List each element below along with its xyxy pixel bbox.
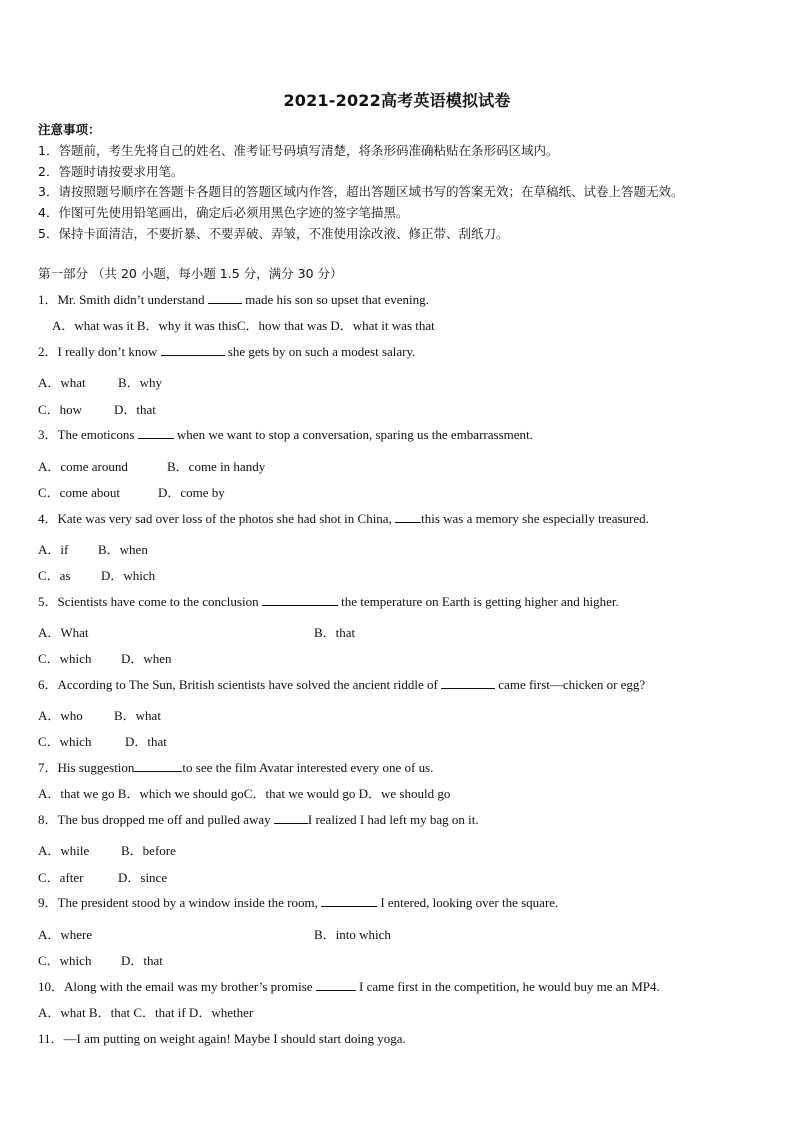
option-q2-c: C．how	[38, 402, 83, 417]
option-q3-c: C．come about	[38, 485, 120, 500]
option-q8-b: B．before	[121, 843, 176, 858]
question-1: 1．Mr. Smith didn’t understand made his son so upset that evening.	[38, 292, 429, 307]
answer-blank	[262, 594, 338, 606]
answer-blank	[321, 895, 377, 907]
option-q9-c: C．which	[38, 953, 92, 968]
option-q5-a: A．What	[38, 625, 89, 640]
answer-blank	[138, 427, 174, 439]
option-q4-b: B．when	[98, 542, 148, 557]
section-heading: 第一部分 （共 20 小题，每小题 1.5 分，满分 30 分）	[38, 266, 343, 281]
notice-heading: 注意事项：	[38, 122, 101, 137]
answer-blank	[134, 760, 182, 772]
question-2: 2．I really don’t know she gets by on such a modest salary.	[38, 344, 416, 359]
answer-blank	[395, 511, 421, 523]
answer-blank	[208, 292, 242, 304]
notice-item-4: 4．作图可先使用铅笔画出，确定后必须用黑色字迹的签字笔描黑。	[38, 205, 409, 220]
question-3: 3．The emoticons when we want to stop a conversation, sparing us the embarrassment.	[38, 427, 533, 442]
answer-blank	[161, 344, 225, 356]
question-5: 5．Scientists have come to the conclusion the temperature on Earth is getting higher and higher.	[38, 594, 619, 609]
question-4: 4．Kate was very sad over loss of the photos she had shot in China, this was a memory she especially treasured.	[38, 511, 649, 526]
option-q2-a: A．what	[38, 375, 86, 390]
option-q3-b: B．come in handy	[167, 459, 266, 474]
notice-item-3: 3．请按照题号顺序在答题卡各题目的答题区域内作答，超出答题区域书写的答案无效；在草稿纸、试卷上答题无效。	[38, 184, 684, 199]
option-q5-d: D．when	[121, 651, 172, 666]
option-q8-c: C．after	[38, 870, 84, 885]
notice-item-1: 1．答题前，考生先将自己的姓名、准考证号码填写清楚，将条形码准确粘贴在条形码区域内。	[38, 143, 559, 158]
option-q5-c: C．which	[38, 651, 92, 666]
option-q6-c: C．which	[38, 734, 92, 749]
answer-blank	[274, 812, 308, 824]
question-7: 7．His suggestion to see the film Avatar interested every one of us.	[38, 760, 434, 775]
question-10: 10．Along with the email was my brother’s promise I came first in the competition, he would buy me an MP4.	[38, 979, 660, 994]
option-q2-b: B．why	[118, 375, 163, 390]
option-q6-b: B．what	[114, 708, 161, 723]
option-q6-d: D．that	[125, 734, 167, 749]
option-q6-a: A．who	[38, 708, 83, 723]
page-title: 2021-2022高考英语模拟试卷	[283, 91, 511, 110]
option-q3-a: A．come around	[38, 459, 128, 474]
option-q4-a: A．if	[38, 542, 69, 557]
option-q5-b: B．that	[314, 625, 356, 640]
question-8: 8．The bus dropped me off and pulled away I realized I had left my bag on it.	[38, 812, 479, 827]
answer-blank	[441, 677, 495, 689]
answer-blank	[316, 979, 356, 991]
question-6: 6．According to The Sun, British scientists have solved the ancient riddle of came first—chicken or egg?	[38, 677, 646, 692]
notice-item-2: 2．答题时请按要求用笔。	[38, 164, 184, 179]
option-q4-d: D．which	[101, 568, 156, 583]
option-q8-d: D．since	[118, 870, 168, 885]
question-9: 9．The president stood by a window inside the room, I entered, looking over the square.	[38, 895, 559, 910]
option-q4-c: C．as	[38, 568, 71, 583]
option-q3-d: D．come by	[158, 485, 225, 500]
option-q9-b: B．into which	[314, 927, 391, 942]
option-q9-d: D．that	[121, 953, 163, 968]
option-q2-d: D．that	[114, 402, 156, 417]
options-q10: A．what B．that C．that if D．whether	[38, 1005, 254, 1020]
notice-item-5: 5．保持卡面清洁，不要折暴、不要弄破、弄皱，不准使用涂改液、修正带、刮纸刀。	[38, 226, 509, 241]
question-11: 11．—I am putting on weight again! Maybe I should start doing yoga.	[38, 1031, 406, 1046]
options-q1: A．what was it B．why it was thisC．how that was D．what it was that	[52, 318, 435, 333]
option-q8-a: A．while	[38, 843, 90, 858]
options-q7: A．that we go B．which we should goC．that we would go D．we should go	[38, 786, 451, 801]
option-q9-a: A．where	[38, 927, 93, 942]
